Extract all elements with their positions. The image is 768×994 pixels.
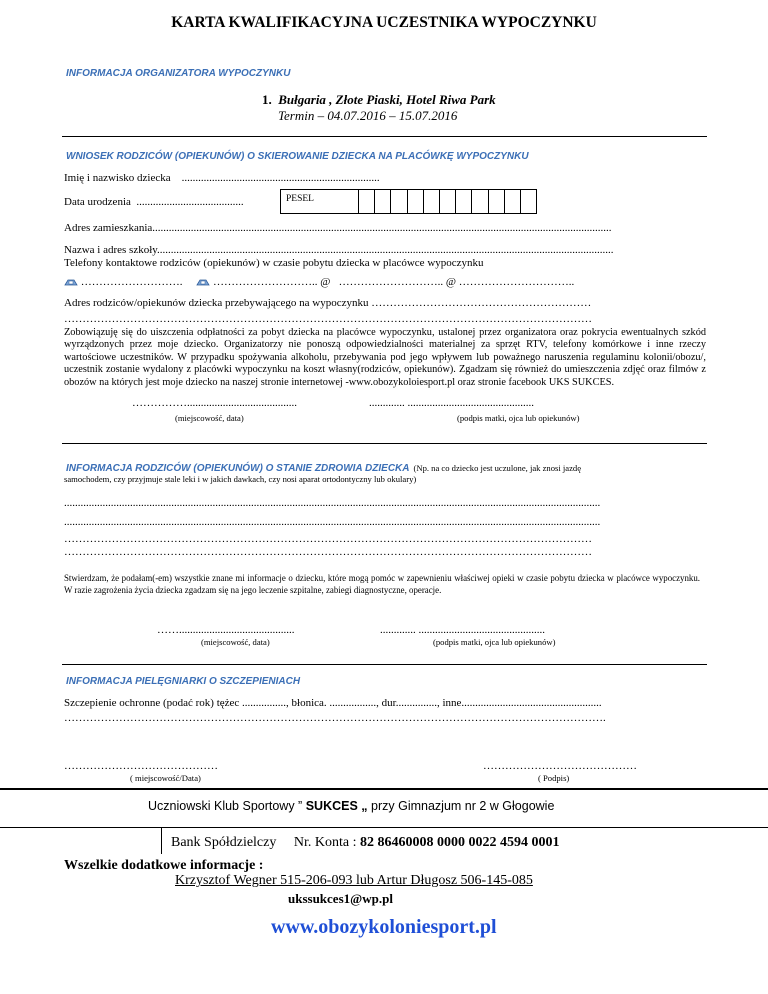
phone-field-2[interactable]: ……………………….. @ xyxy=(213,276,331,288)
phone-icon xyxy=(64,278,78,287)
pesel-digit-cell[interactable] xyxy=(505,189,521,214)
health-note-cont: samochodem, czy przyjmuje stale leki i w jakich dawkach, czy nosi aparat ortodontyczny lub okulary) xyxy=(64,474,417,484)
pesel-digit-cell[interactable] xyxy=(456,189,472,214)
signature-place-date-line[interactable]: …….......................................... xyxy=(157,624,295,636)
pesel-digit-cell[interactable] xyxy=(521,189,537,214)
signature-place-date-label: ( miejscowość/Data) xyxy=(130,773,201,783)
dots-line[interactable]: ……………………………………………………………………………………………………………………………… xyxy=(64,313,592,325)
dob-row xyxy=(64,196,244,208)
club-name: SUKCES „ xyxy=(305,799,368,813)
address-field[interactable]: Adres zamieszkania....................................................................................................................................................................... xyxy=(64,222,612,234)
pesel-digit-cell[interactable] xyxy=(359,189,375,214)
trip-term: Termin – 04.07.2016 – 15.07.2016 xyxy=(278,108,458,123)
pesel-label: PESEL xyxy=(286,194,314,204)
health-statement: Stwierdzam, że podałam(-em) wszystkie znane mi informacje o dziecku, które mogą pomóc w zapewnieniu właściwej opieki w czasie pobytu dziecka w placówce wypoczynku. W razie zagrożenia życia dziecka zgadzam się na jego leczenie szpitalne, zabiegi diagnostyczne, operacje. xyxy=(64,573,700,595)
signature-parent-line[interactable]: ............. .............................................. xyxy=(369,397,534,409)
vaccination-field[interactable]: Szczepienie ochronne (podać rok) tężec ................, błonica. ................., dur..............., inne................................................... xyxy=(64,697,602,709)
health-line[interactable]: ................................................................................................................................................................................................... xyxy=(64,497,601,509)
phones-row xyxy=(64,276,574,288)
trip-place-line xyxy=(262,92,496,108)
child-name-label: Imię i nazwisko dziecka xyxy=(64,172,171,184)
signature-place-date-line[interactable]: …………………………………… xyxy=(64,760,218,772)
email-field[interactable]: ……………………….. @ ………………………….. xyxy=(338,276,575,288)
account-label: Nr. Konta : xyxy=(293,835,357,850)
signature-place-date-label: (miejscowość, data) xyxy=(175,413,244,423)
trip-number: 1. xyxy=(262,92,272,107)
parents-address-field[interactable]: Adres rodziców/opiekunów dziecka przebywającego na wypoczynku …………………………………………………… xyxy=(64,297,592,309)
club-prefix: Uczniowski Klub Sportowy ” xyxy=(148,799,303,813)
dob-field[interactable]: ....................................... xyxy=(136,196,244,208)
health-line[interactable]: ……………………………………………………………………………………………………………………………… xyxy=(64,533,592,545)
health-line[interactable]: ……………………………………………………………………………………………………………………………… xyxy=(64,546,592,558)
account-number: 82 86460008 0000 0022 4594 0001 xyxy=(359,835,560,850)
nurse-heading: INFORMACJA PIELĘGNIARKI O SZCZEPIENIACH xyxy=(66,676,301,687)
signature-nurse-label: ( Podpis) xyxy=(538,773,570,783)
child-name-field[interactable]: ........................................................................ xyxy=(181,172,380,184)
consent-text: Zobowiązuję się do uiszczenia odpłatności za pobyt dziecka na placówce wypoczynku, ustalonej przez organizatora oraz pokrycia ewentualnych szkód wyrządzonych przez moje dziecko. Organizatorzy nie ponoszą odpowiedzialności materialnej za sprzęt RTV, telefony komórkowe i inne rzeczy wartościowe uczestników. W przypadku spożywania alkoholu, przebywania pod jego wpływem lub poważnego naruszenia regulaminu kolonii/obozu/, uczestnik zostanie wydalony z placówki wypoczynku na koszt własny(rodziców, opiekunów). Zgadzam się również do umieszczenia zdjęć oraz filmów z obozów na których jest moje dziecko na naszej stronie internetowej -www.obozykoloiesport.pl oraz stronie facebook UKS SUKCES. xyxy=(64,327,706,388)
divider xyxy=(62,664,707,665)
divider xyxy=(62,136,707,137)
info-heading: Wszelkie dodatkowe informacje : xyxy=(64,858,264,873)
bank-name: Bank Spółdzielczy xyxy=(171,835,277,850)
pesel-digit-cell[interactable] xyxy=(440,189,456,214)
child-name-row xyxy=(64,172,380,184)
pesel-digit-cell[interactable] xyxy=(472,189,488,214)
trip-place: Bułgaria , Złote Piaski, Hotel Riwa Park xyxy=(278,92,496,107)
form-title: KARTA KWALIFIKACYJNA UCZESTNIKA WYPOCZYNKU xyxy=(171,14,597,31)
club-suffix: przy Gimnazjum nr 2 w Głogowie xyxy=(371,799,555,813)
email-link[interactable]: ukssukces1@wp.pl xyxy=(288,891,393,906)
divider xyxy=(0,827,768,828)
divider xyxy=(161,828,162,854)
signature-place-date-label: (miejscowość, data) xyxy=(201,637,270,647)
club-line xyxy=(148,799,554,813)
pesel-digit-cell[interactable] xyxy=(424,189,440,214)
signature-parent-label: (podpis matki, ojca lub opiekunów) xyxy=(457,413,580,423)
pesel-digit-cell[interactable] xyxy=(391,189,407,214)
health-heading: INFORMACJA RODZICÓW (OPIEKUNÓW) O STANIE ZDROWIA DZIECKA xyxy=(66,463,410,474)
pesel-digit-cell[interactable] xyxy=(408,189,424,214)
phone-icon xyxy=(196,278,210,287)
divider xyxy=(62,443,707,444)
website-link[interactable]: www.obozykoloniesport.pl xyxy=(271,916,497,938)
signature-parent-label: (podpis matki, ojca lub opiekunów) xyxy=(433,637,556,647)
application-heading: WNIOSEK RODZICÓW (OPIEKUNÓW) O SKIEROWANIE DZIECKA NA PLACÓWKĘ WYPOCZYNKU xyxy=(66,151,529,162)
pesel-label-box xyxy=(280,189,359,214)
dots-line[interactable]: …………………………………………………………………………………………………………………………………. xyxy=(64,712,606,724)
phone-field-1[interactable]: ………………………. xyxy=(80,276,183,288)
contacts: Krzysztof Wegner 515-206-093 lub Artur Długosz 506-145-085 xyxy=(175,873,533,888)
health-note: (Np. na co dziecko jest uczulone, jak znosi jazdę xyxy=(413,463,582,473)
dob-label: Data urodzenia xyxy=(64,196,131,208)
health-line[interactable]: ................................................................................................................................................................................................... xyxy=(64,516,601,528)
signature-nurse-line[interactable]: …………………………………… xyxy=(483,760,637,772)
school-field[interactable]: Nazwa i adres szkoły...................................................................................................................................................................... xyxy=(64,244,614,256)
divider xyxy=(0,788,768,790)
phones-label: Telefony kontaktowe rodziców (opiekunów) w czasie pobytu dziecka w placówce wypoczynku xyxy=(64,257,484,269)
signature-parent-line[interactable]: ............. .............................................. xyxy=(380,624,545,636)
pesel-digit-cell[interactable] xyxy=(489,189,505,214)
bank-line xyxy=(171,835,559,851)
signature-place-date-line[interactable]: ……………........................................ xyxy=(132,397,297,409)
organizer-heading: INFORMACJA ORGANIZATORA WYPOCZYNKU xyxy=(66,68,291,79)
pesel-digit-cell[interactable] xyxy=(375,189,391,214)
